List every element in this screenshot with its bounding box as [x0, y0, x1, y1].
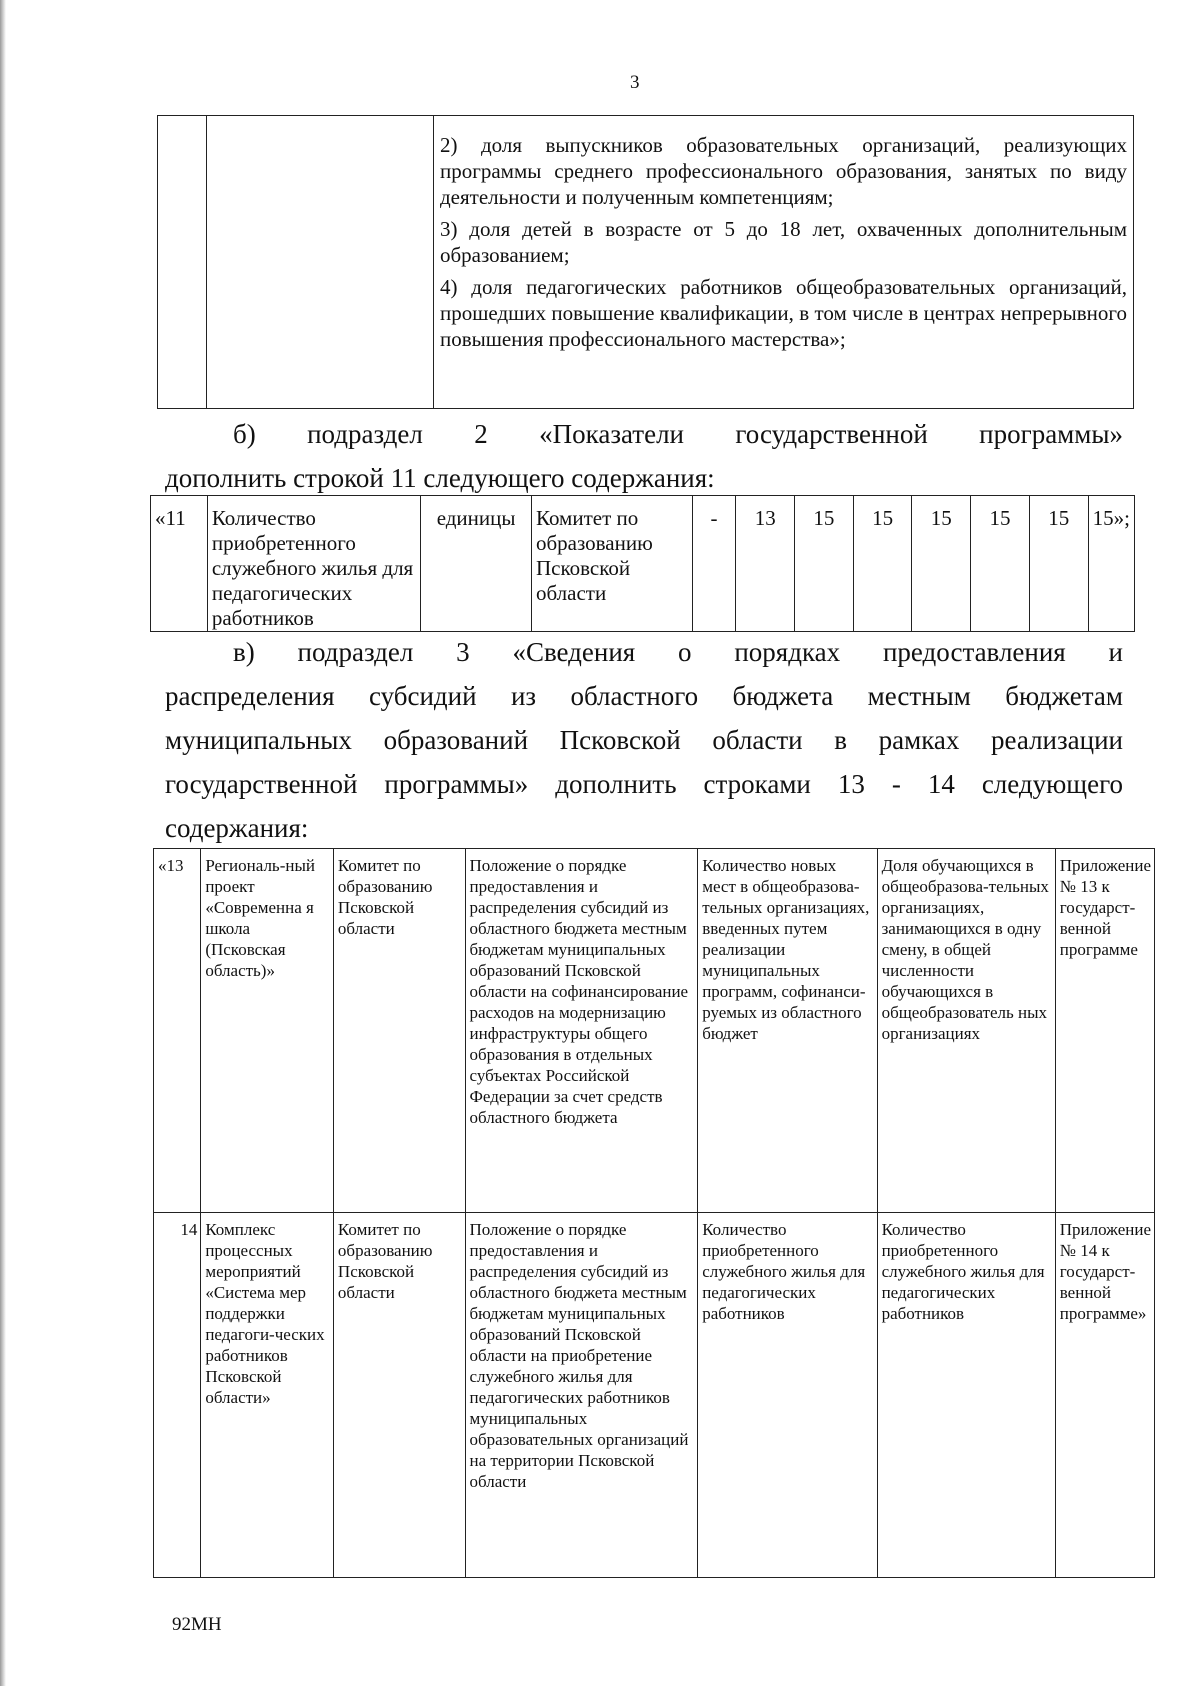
document-code: 92МН [172, 1614, 222, 1635]
empty-cell [207, 116, 434, 409]
appendix: Приложение № 14 к государст-венной программе» [1055, 1213, 1154, 1578]
project-name: Региональ-ный проект «Современна я школа (Псковская область)» [201, 849, 334, 1213]
row-number: «11 [151, 496, 208, 632]
indicator: Количество приобретенного служебного жилья для педагогических работников [877, 1213, 1055, 1578]
indicator-item: 3) доля детей в возрасте от 5 до 18 лет, охваченных дополнительным образованием; [440, 217, 1127, 267]
paragraph-b-line: дополнить строкой 11 следующего содержания: [165, 463, 715, 493]
indicator-name: Количество приобретенного служебного жилья для педагогических работников [207, 496, 420, 632]
regulation: Положение о порядке предоставления и распределения субсидий из областного бюджета местным бюджетам муниципальных образований Псковской области на софинансирование расходов на модернизацию инфраструктуры общего образования в отдельных субъектах Российской Федерации за счет средств областного бюджета [465, 849, 698, 1213]
year-value: 13 [736, 496, 795, 632]
paragraph-v-line: муниципальных образований Псковской области в рамках реализации [165, 725, 1123, 755]
indicators-table-continuation [157, 115, 1134, 409]
responsible: Комитет по образованию Псковской области [531, 496, 692, 632]
indicator-row-table [150, 495, 1135, 632]
subsidies-table [153, 848, 1155, 1578]
row-number: «13 [154, 849, 201, 1213]
indicator: Доля обучающихся в общеобразова-тельных организациях, занимающихся в одну смену, в общей численности обучающихся в общеобразователь ных организациях [877, 849, 1055, 1213]
year-value: 15»; [1088, 496, 1134, 632]
unit: единицы [421, 496, 532, 632]
appendix: Приложение № 13 к государст-венной программе [1055, 849, 1154, 1213]
year-value: 15 [853, 496, 912, 632]
row-number: 14 [154, 1213, 201, 1578]
year-value: 15 [1029, 496, 1088, 632]
base-value: - [692, 496, 736, 632]
year-value: 15 [912, 496, 971, 632]
indicator-item: 4) доля педагогических работников общеобразовательных организаций, прошедших повышение квалификации, в том числе в центрах непрерывного повышения профессионального мастерства»; [440, 275, 1127, 351]
year-value: 15 [795, 496, 854, 632]
paragraph-b [165, 412, 1123, 500]
year-value: 15 [971, 496, 1030, 632]
regulation: Положение о порядке предоставления и распределения субсидий из областного бюджета местным бюджетам муниципальных образований Псковской области на приобретение служебного жилья для педагогических работников муниципальных образовательных организаций на территории Псковской области [465, 1213, 698, 1578]
committee: Комитет по образованию Псковской области [333, 849, 465, 1213]
result: Количество приобретенного служебного жилья для педагогических работников [698, 1213, 877, 1578]
paragraph-v-line: в) подраздел 3 «Сведения о порядках предоставления и [233, 637, 1123, 667]
indicators-cell [434, 116, 1134, 409]
paragraph-v [165, 630, 1123, 850]
page-number: 3 [630, 72, 640, 93]
table-row [154, 1213, 1155, 1578]
empty-cell [158, 116, 207, 409]
indicator-item: 2) доля выпускников образовательных организаций, реализующих программы среднего профессионального образования, занятых по виду деятельности и полученным компетенциям; [440, 133, 1127, 209]
paragraph-v-line: государственной программы» дополнить строками 13 - 14 следующего [165, 769, 1123, 799]
paragraph-v-line: распределения субсидий из областного бюджета местным бюджетам [165, 681, 1123, 711]
paragraph-v-line: содержания: [165, 813, 309, 843]
scan-edge [0, 0, 6, 1686]
committee: Комитет по образованию Псковской области [333, 1213, 465, 1578]
paragraph-b-line: б) подраздел 2 «Показатели государственной программы» [233, 419, 1123, 449]
project-name: Комплекс процессных мероприятий «Система мер поддержки педагоги-ческих работников Псковской области» [201, 1213, 334, 1578]
table-row [154, 849, 1155, 1213]
result: Количество новых мест в общеобразова-тельных организациях, введенных путем реализации муниципальных программ, софинанси-руемых из областного бюджет [698, 849, 877, 1213]
